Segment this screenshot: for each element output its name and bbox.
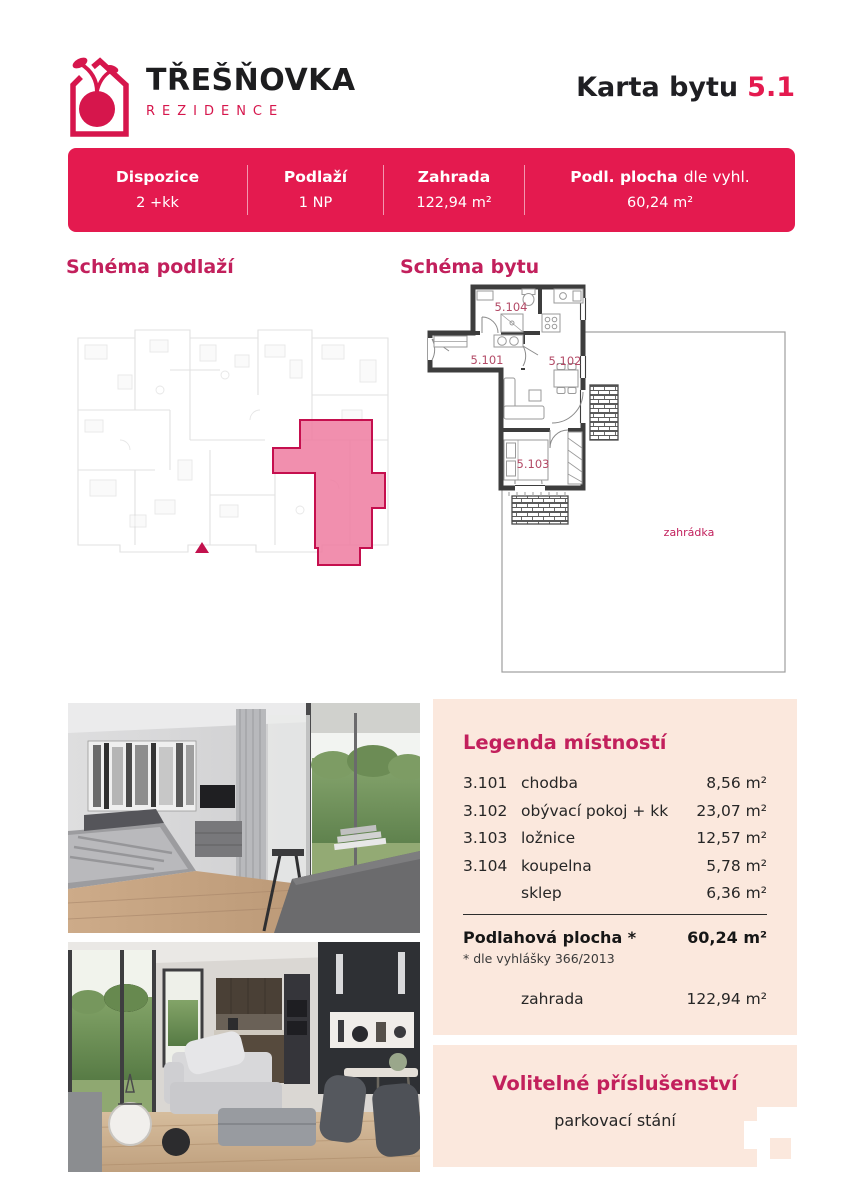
summary-value: 122,94 m² [416,194,492,211]
legend-row [463,831,767,847]
garden-value: 122,94 m² [686,989,767,1008]
total-label: Podlahová plocha * [463,927,637,947]
bedroom-photo-image [68,703,420,933]
unit-scheme-title: Schéma bytu [400,256,540,278]
floor-plan-overview [60,300,400,590]
summary-bar [68,148,795,232]
total-value: 60,24 m² [687,927,767,947]
room-area: 6,36 m² [706,884,767,902]
brand-subtitle: REZIDENCE [146,104,285,119]
room-label-102: 5.102 [548,354,582,368]
terrace-east [590,385,618,440]
legend-row [463,886,767,902]
legend-row [463,801,767,820]
legend-title: Legenda místností [463,731,667,754]
garden-label: zahrada [521,989,584,1008]
legend-row [463,776,767,792]
room-label-104: 5.104 [494,300,528,314]
unit-number: 5.1 [747,72,795,103]
summary-value: 1 NP [298,194,333,211]
card-title [576,72,795,103]
room-code: 3.101 [463,774,508,792]
brand-name: TŘEŠŇOVKA [146,63,356,98]
total-note: * dle vyhlášky 366/2013 [463,950,615,966]
room-code: 3.103 [463,829,508,847]
living-room-photo-image [68,942,420,1172]
card-title-label: Karta bytu [576,72,739,103]
watermark-glyph [744,1121,758,1149]
legend-divider [463,914,767,915]
room-name: obývací pokoj + kk [521,801,669,820]
room-name: sklep [521,884,562,902]
highlighted-unit-outline [273,420,385,565]
room-area: 12,57 m² [696,829,767,847]
cherry-house-icon [66,54,134,140]
watermark-glyph-notch [770,1138,791,1159]
position-marker-triangle [195,542,209,553]
garden-area-row [463,989,767,1008]
summary-label: Dispozice [115,168,200,186]
legend-panel [433,699,797,1035]
summary-plocha [525,170,795,210]
options-panel [433,1045,797,1167]
summary-label-suffix: dle vyhl. [683,168,750,186]
floor-scheme [60,300,400,590]
unit-scheme [425,278,810,688]
options-title: Volitelné příslušenství [492,1072,738,1095]
brand-text [146,63,356,119]
summary-value: 2 +kk [136,194,179,211]
summary-value: 60,24 m² [626,194,694,211]
legend-row [463,856,767,875]
living-room-photo [68,942,420,1172]
floor-scheme-title: Schéma podlaží [66,256,234,278]
brand-logo [66,54,134,140]
room-name: ložnice [521,829,576,847]
room-area: 8,56 m² [706,774,767,792]
room-label-103: 5.103 [516,457,550,471]
apartment-floor-plan [425,278,810,688]
room-area: 23,07 m² [696,801,767,820]
room-code: 3.102 [463,801,508,820]
room-name: chodba [521,774,579,792]
garden-label: zahrádka [663,526,715,539]
options-item: parkovací stání [554,1111,676,1130]
room-label-101: 5.101 [470,353,504,367]
room-code: 3.104 [463,856,508,875]
summary-label: Zahrada [417,168,491,186]
summary-label: Podlaží [283,168,348,186]
summary-podlazi [248,170,383,210]
terrace-south [512,496,568,524]
room-area: 5,78 m² [706,856,767,875]
summary-dispozice [68,170,247,210]
room-name: koupelna [521,856,592,875]
total-area-row [463,927,767,947]
summary-zahrada [384,170,524,210]
bedroom-photo [68,703,420,933]
summary-label: Podl. plocha dle vyhl. [570,168,750,186]
